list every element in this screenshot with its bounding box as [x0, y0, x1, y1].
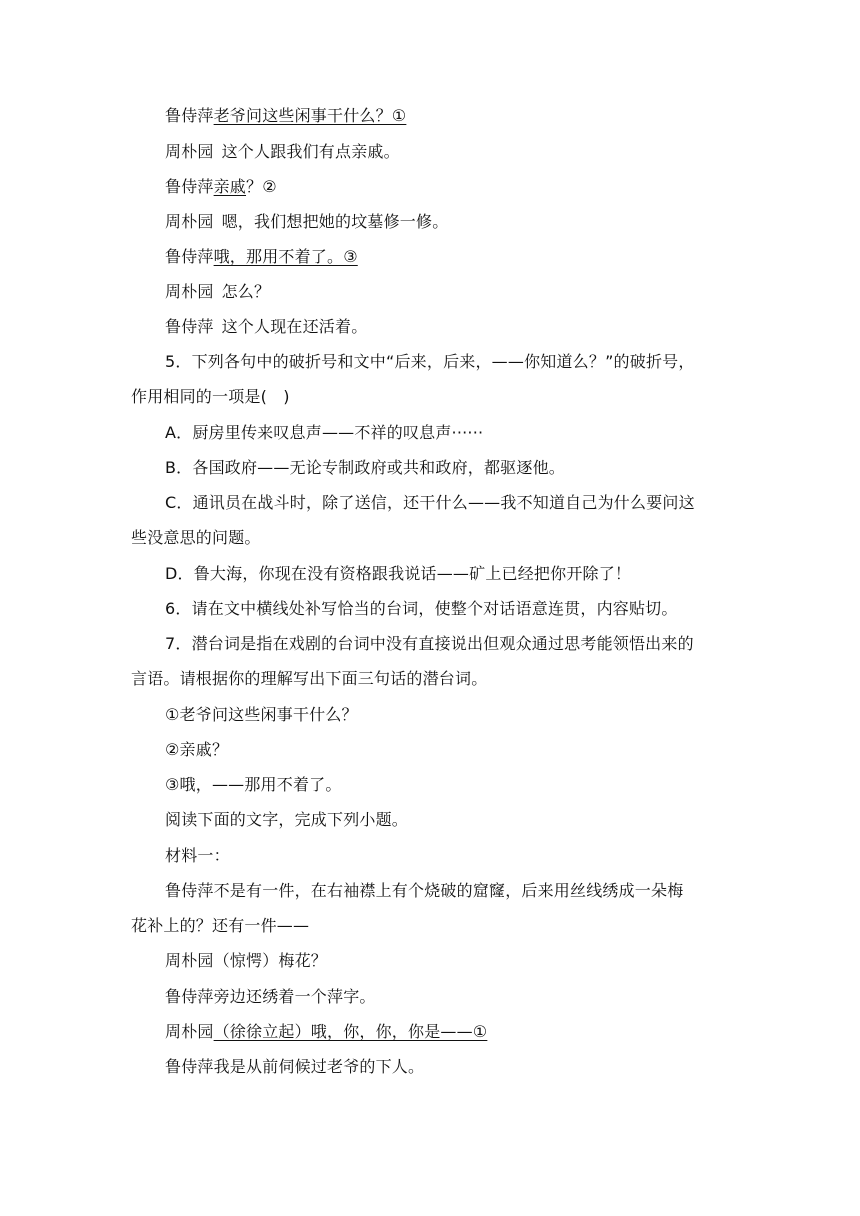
question-6: 6．请在文中横线处补写恰当的台词，使整个对话语意连贯，内容贴切。: [165, 599, 678, 618]
dialogue-line: 鲁侍萍旁边还绣着一个萍字。: [165, 987, 376, 1006]
speaker-name: 鲁侍萍: [165, 177, 214, 196]
dialogue-line: 鲁侍萍我是从前伺候过老爷的下人。: [165, 1057, 425, 1076]
option-b: B．各国政府——无论专制政府或共和政府，都驱逐他。: [165, 458, 565, 477]
question-7-item: ②亲戚？: [165, 740, 229, 759]
question-5-stem: 5．下列各句中的破折号和文中“后来，后来，——你知道么？”的破折号，: [165, 352, 695, 371]
option-d: D．鲁大海，你现在没有资格跟我说话——矿上已经把你开除了！: [165, 564, 632, 583]
question-7-stem-cont: 言语。请根据你的理解写出下面三句话的潜台词。: [131, 669, 488, 688]
dialogue-text: ？②: [246, 177, 277, 196]
dialogue-line: [165, 317, 367, 337]
speaker-name: 鲁侍萍: [165, 247, 214, 266]
speaker-name: 周朴园: [165, 1022, 214, 1041]
speaker-name: 鲁侍萍: [165, 106, 214, 125]
dialogue-line: [165, 1022, 487, 1042]
dialogue-line: 周朴园（惊愕）梅花？: [165, 951, 328, 970]
underlined-line: 哦，那用不着了。③: [213, 247, 358, 266]
dialogue-line: [165, 142, 400, 162]
option-c: C．通讯员在战斗时，除了送信，还干什么——我不知道自己为什么要问这: [165, 493, 695, 512]
question-5-stem-cont: 作用相同的一项是( ): [131, 387, 290, 406]
question-7-item: ①老爷问这些闲事干什么？: [165, 705, 358, 724]
question-7-stem: 7．潜台词是指在戏剧的台词中没有直接说出但观众通过思考能领悟出来的: [165, 634, 694, 653]
dialogue-text: 这个人现在还活着。: [221, 317, 368, 336]
speaker-name: 鲁侍萍: [165, 317, 214, 336]
dialogue-line: [165, 282, 270, 302]
speaker-name: 周朴园: [165, 282, 214, 301]
option-c-cont: 些没意思的问题。: [131, 528, 261, 547]
dialogue-text: 嗯，我们想把她的坟墓修一修。: [221, 212, 449, 231]
dialogue-text: 这个人跟我们有点亲戚。: [221, 142, 400, 161]
material-label: 材料一：: [165, 846, 230, 865]
dialogue-line: [165, 177, 277, 197]
speaker-name: 周朴园: [165, 142, 214, 161]
underlined-line: 亲戚: [213, 177, 247, 196]
dialogue-line-cont: 花补上的？还有一件——: [131, 916, 310, 935]
underlined-line: 老爷问这些闲事干什么？①: [213, 106, 407, 125]
dialogue-line: [165, 212, 448, 232]
dialogue-line: [165, 247, 358, 267]
option-a: A．厨房里传来叹息声——不祥的叹息声······: [165, 423, 484, 442]
question-7-item: ③哦，——那用不着了。: [165, 775, 342, 794]
speaker-name: 周朴园: [165, 212, 214, 231]
dialogue-text: 怎么？: [221, 282, 271, 301]
dialogue-line: 鲁侍萍不是有一件，在右袖襟上有个烧破的窟窿，后来用丝线绣成一朵梅: [165, 881, 684, 900]
reading-instruction: 阅读下面的文字，完成下列小题。: [165, 810, 409, 829]
underlined-line: （徐徐立起）哦，你，你，你是——①: [213, 1022, 488, 1041]
dialogue-line: [165, 106, 406, 126]
